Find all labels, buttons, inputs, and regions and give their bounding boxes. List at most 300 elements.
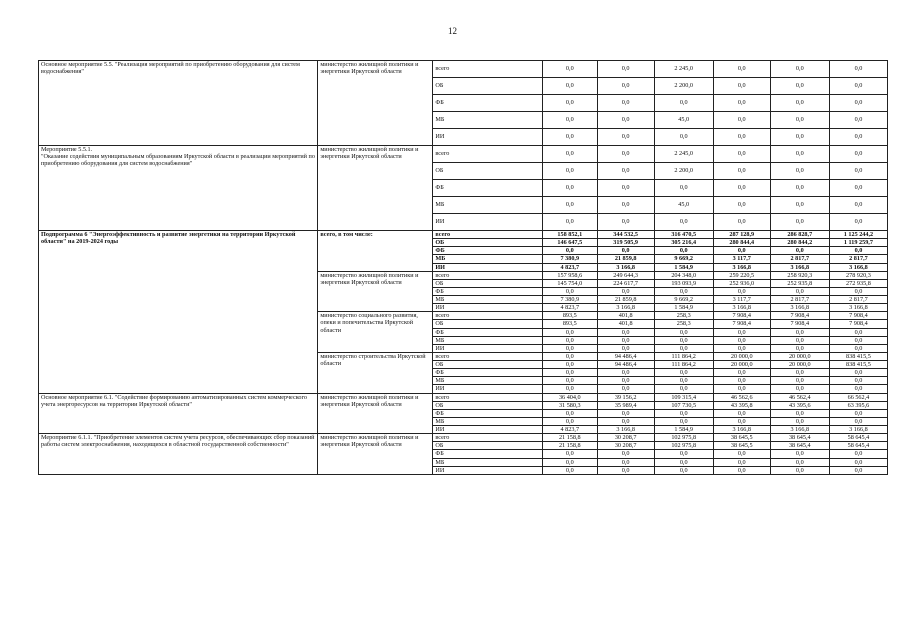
amount-cell: 305 216,4 (654, 239, 713, 247)
amount-cell: 258 920,3 (770, 271, 829, 279)
funding-source-cell: ФБ (433, 180, 543, 197)
funding-source-cell: ФБ (433, 328, 543, 336)
amount-cell: 280 844,2 (770, 239, 829, 247)
amount-cell: 58 645,4 (829, 442, 887, 450)
funding-source-cell: МБ (433, 112, 543, 129)
amount-cell: 0,0 (713, 146, 770, 163)
amount-cell: 9 669,2 (654, 296, 713, 304)
funding-source-cell: МБ (433, 458, 543, 466)
amount-cell: 0,0 (597, 129, 654, 146)
funding-source-cell: всего (433, 231, 543, 239)
amount-cell: 0,0 (770, 163, 829, 180)
amount-cell: 0,0 (770, 112, 829, 129)
amount-cell: 0,0 (542, 287, 597, 295)
amount-cell: 0,0 (713, 95, 770, 112)
amount-cell: 0,0 (597, 214, 654, 231)
amount-cell: 0,0 (542, 78, 597, 95)
amount-cell: 0,0 (597, 146, 654, 163)
amount-cell: 20 000,0 (770, 352, 829, 360)
funding-source-cell: ФБ (433, 95, 543, 112)
executor-cell: всего, в том числе: (318, 231, 433, 272)
amount-cell: 0,0 (713, 129, 770, 146)
page-number: 12 (448, 26, 457, 36)
funding-source-cell: МБ (433, 296, 543, 304)
amount-cell: 0,0 (770, 466, 829, 474)
funding-source-cell: ОБ (433, 401, 543, 409)
funding-source-cell: ОБ (433, 442, 543, 450)
funding-source-cell: МБ (433, 336, 543, 344)
executor-cell: министерство жилищной политики и энергетики Иркутской области (318, 271, 433, 312)
table-row (39, 146, 888, 163)
funding-source-cell: МБ (433, 197, 543, 214)
activity-title: Основное мероприятие 6.1. "Содействие формированию автоматизированных систем коммерческого учета энергоресурсов на территории Иркутской области" (39, 393, 318, 434)
funding-source-cell: ИИ (433, 129, 543, 146)
amount-cell: 0,0 (829, 409, 887, 417)
activity-title: Основное мероприятие 5.5. "Реализация мероприятий по приобретению оборудования для систем водоснабжения" (39, 61, 318, 146)
amount-cell: 3 166,8 (770, 426, 829, 434)
amount-cell: 0,0 (713, 458, 770, 466)
amount-cell: 344 532,5 (597, 231, 654, 239)
amount-cell: 0,0 (597, 180, 654, 197)
amount-cell: 0,0 (770, 385, 829, 393)
amount-cell: 0,0 (597, 197, 654, 214)
amount-cell: 3 166,8 (829, 304, 887, 312)
amount-cell: 0,0 (713, 409, 770, 417)
amount-cell: 316 470,5 (654, 231, 713, 239)
funding-source-cell: ИИ (433, 214, 543, 231)
amount-cell: 7 908,4 (829, 320, 887, 328)
amount-cell: 3 166,8 (829, 426, 887, 434)
amount-cell: 280 844,4 (713, 239, 770, 247)
amount-cell: 0,0 (770, 450, 829, 458)
amount-cell: 20 000,0 (713, 352, 770, 360)
amount-cell: 21 859,8 (597, 296, 654, 304)
amount-cell: 0,0 (770, 336, 829, 344)
amount-cell: 7 380,9 (542, 296, 597, 304)
amount-cell: 30 208,7 (597, 442, 654, 450)
amount-cell: 0,0 (770, 78, 829, 95)
amount-cell: 4 823,7 (542, 304, 597, 312)
amount-cell: 0,0 (770, 409, 829, 417)
amount-cell: 39 156,2 (597, 393, 654, 401)
amount-cell: 0,0 (597, 344, 654, 352)
table-row (39, 231, 888, 239)
amount-cell: 0,0 (770, 328, 829, 336)
amount-cell: 286 828,7 (770, 231, 829, 239)
amount-cell: 21 158,8 (542, 434, 597, 442)
amount-cell: 278 920,3 (829, 271, 887, 279)
amount-cell: 38 645,4 (770, 434, 829, 442)
amount-cell: 0,0 (713, 287, 770, 295)
amount-cell: 1 119 259,7 (829, 239, 887, 247)
amount-cell: 9 669,2 (654, 255, 713, 263)
amount-cell: 58 645,4 (829, 434, 887, 442)
amount-cell: 0,0 (542, 214, 597, 231)
amount-cell: 3 166,8 (770, 263, 829, 271)
amount-cell: 3 166,8 (713, 304, 770, 312)
amount-cell: 252 936,0 (713, 279, 770, 287)
amount-cell: 0,0 (654, 180, 713, 197)
executor-cell: министерство жилищной политики и энергетики Иркутской области (318, 434, 433, 475)
amount-cell: 319 505,9 (597, 239, 654, 247)
amount-cell: 0,0 (770, 95, 829, 112)
amount-cell: 0,0 (542, 417, 597, 425)
amount-cell: 46 562,4 (770, 393, 829, 401)
executor-cell: министерство жилищной политики и энергетики Иркутской области (318, 146, 433, 231)
funding-source-cell: ИИ (433, 466, 543, 474)
amount-cell: 0,0 (597, 287, 654, 295)
amount-cell: 36 404,0 (542, 393, 597, 401)
amount-cell: 0,0 (829, 95, 887, 112)
amount-cell: 0,0 (829, 328, 887, 336)
amount-cell: 0,0 (713, 328, 770, 336)
amount-cell: 0,0 (713, 385, 770, 393)
amount-cell: 838 415,5 (829, 352, 887, 360)
executor-cell: министерство жилищной политики и энергетики Иркутской области (318, 61, 433, 146)
amount-cell: 111 864,2 (654, 352, 713, 360)
amount-cell: 7 380,9 (542, 255, 597, 263)
amount-cell: 0,0 (654, 417, 713, 425)
funding-source-cell: ОБ (433, 361, 543, 369)
amount-cell: 0,0 (597, 78, 654, 95)
executor-cell: министерство строительства Иркутской области (318, 352, 433, 393)
amount-cell: 0,0 (654, 450, 713, 458)
amount-cell: 0,0 (654, 458, 713, 466)
amount-cell: 249 644,3 (597, 271, 654, 279)
amount-cell: 3 166,8 (597, 263, 654, 271)
amount-cell: 224 617,7 (597, 279, 654, 287)
amount-cell: 0,0 (713, 112, 770, 129)
amount-cell: 46 562,6 (713, 393, 770, 401)
funding-source-cell: ИИ (433, 304, 543, 312)
funding-source-cell: ИИ (433, 426, 543, 434)
amount-cell: 0,0 (597, 385, 654, 393)
amount-cell: 0,0 (713, 369, 770, 377)
amount-cell: 107 730,5 (654, 401, 713, 409)
activity-title: Подпрограмма 6 "Энергоэффективность и развитие энергетики на территории Иркутской области" на 2019-2024 годы (39, 231, 318, 394)
funding-source-cell: всего (433, 312, 543, 320)
amount-cell: 0,0 (654, 466, 713, 474)
amount-cell: 94 486,4 (597, 361, 654, 369)
amount-cell: 0,0 (542, 361, 597, 369)
budget-table (38, 60, 888, 475)
amount-cell: 0,0 (713, 336, 770, 344)
amount-cell: 3 166,8 (597, 304, 654, 312)
amount-cell: 0,0 (713, 450, 770, 458)
amount-cell: 66 562,4 (829, 393, 887, 401)
amount-cell: 38 645,5 (713, 442, 770, 450)
amount-cell: 157 958,6 (542, 271, 597, 279)
amount-cell: 0,0 (654, 95, 713, 112)
amount-cell: 7 908,4 (770, 320, 829, 328)
funding-source-cell: ОБ (433, 279, 543, 287)
amount-cell: 7 908,4 (713, 320, 770, 328)
funding-source-cell: всего (433, 434, 543, 442)
amount-cell: 0,0 (713, 466, 770, 474)
amount-cell: 193 093,9 (654, 279, 713, 287)
amount-cell: 2 200,0 (654, 78, 713, 95)
amount-cell: 0,0 (542, 409, 597, 417)
funding-source-cell: ФБ (433, 409, 543, 417)
amount-cell: 3 166,8 (770, 304, 829, 312)
amount-cell: 0,0 (713, 78, 770, 95)
amount-cell: 0,0 (829, 377, 887, 385)
funding-source-cell: ИИ (433, 385, 543, 393)
amount-cell: 272 935,8 (829, 279, 887, 287)
amount-cell: 0,0 (770, 417, 829, 425)
amount-cell: 0,0 (770, 214, 829, 231)
amount-cell: 0,0 (829, 344, 887, 352)
amount-cell: 3 166,8 (829, 263, 887, 271)
amount-cell: 0,0 (542, 95, 597, 112)
amount-cell: 0,0 (654, 336, 713, 344)
funding-source-cell: МБ (433, 377, 543, 385)
amount-cell: 258,3 (654, 312, 713, 320)
amount-cell: 0,0 (713, 214, 770, 231)
amount-cell: 0,0 (542, 336, 597, 344)
amount-cell: 146 647,5 (542, 239, 597, 247)
amount-cell: 0,0 (542, 146, 597, 163)
amount-cell: 0,0 (829, 163, 887, 180)
amount-cell: 0,0 (770, 129, 829, 146)
amount-cell: 0,0 (597, 466, 654, 474)
amount-cell: 0,0 (829, 214, 887, 231)
amount-cell: 252 935,8 (770, 279, 829, 287)
amount-cell: 0,0 (542, 163, 597, 180)
funding-source-cell: ИИ (433, 344, 543, 352)
amount-cell: 0,0 (829, 78, 887, 95)
amount-cell: 158 852,1 (542, 231, 597, 239)
funding-source-cell: ОБ (433, 78, 543, 95)
amount-cell: 20 000,0 (770, 361, 829, 369)
amount-cell: 0,0 (654, 247, 713, 255)
funding-source-cell: ФБ (433, 450, 543, 458)
amount-cell: 0,0 (713, 61, 770, 78)
amount-cell: 0,0 (597, 409, 654, 417)
amount-cell: 63 395,6 (829, 401, 887, 409)
amount-cell: 3 117,7 (713, 296, 770, 304)
amount-cell: 0,0 (829, 247, 887, 255)
amount-cell: 0,0 (829, 369, 887, 377)
amount-cell: 893,5 (542, 312, 597, 320)
amount-cell: 259 220,5 (713, 271, 770, 279)
amount-cell: 0,0 (542, 466, 597, 474)
amount-cell: 0,0 (542, 385, 597, 393)
amount-cell: 0,0 (713, 417, 770, 425)
amount-cell: 258,3 (654, 320, 713, 328)
amount-cell: 0,0 (597, 450, 654, 458)
amount-cell: 1 125 244,2 (829, 231, 887, 239)
amount-cell: 38 645,4 (770, 442, 829, 450)
funding-source-cell: всего (433, 352, 543, 360)
funding-source-cell: ФБ (433, 369, 543, 377)
amount-cell: 0,0 (542, 458, 597, 466)
amount-cell: 109 315,4 (654, 393, 713, 401)
amount-cell: 0,0 (770, 247, 829, 255)
amount-cell: 838 415,5 (829, 361, 887, 369)
amount-cell: 0,0 (770, 344, 829, 352)
amount-cell: 0,0 (542, 328, 597, 336)
amount-cell: 0,0 (542, 377, 597, 385)
funding-source-cell: ФБ (433, 247, 543, 255)
amount-cell: 3 166,8 (597, 426, 654, 434)
amount-cell: 2 245,0 (654, 61, 713, 78)
amount-cell: 0,0 (770, 369, 829, 377)
amount-cell: 1 584,9 (654, 263, 713, 271)
amount-cell: 1 584,9 (654, 304, 713, 312)
amount-cell: 2 817,7 (829, 255, 887, 263)
amount-cell: 0,0 (542, 61, 597, 78)
funding-source-cell: всего (433, 271, 543, 279)
amount-cell: 21 859,8 (597, 255, 654, 263)
amount-cell: 4 823,7 (542, 263, 597, 271)
amount-cell: 20 000,0 (713, 361, 770, 369)
amount-cell: 3 166,8 (713, 426, 770, 434)
amount-cell: 31 580,3 (542, 401, 597, 409)
amount-cell: 38 645,5 (713, 434, 770, 442)
amount-cell: 0,0 (770, 61, 829, 78)
amount-cell: 7 908,4 (770, 312, 829, 320)
amount-cell: 0,0 (770, 377, 829, 385)
amount-cell: 0,0 (542, 352, 597, 360)
amount-cell: 0,0 (597, 61, 654, 78)
amount-cell: 0,0 (654, 344, 713, 352)
amount-cell: 0,0 (597, 163, 654, 180)
amount-cell: 401,8 (597, 312, 654, 320)
funding-source-cell: всего (433, 61, 543, 78)
amount-cell: 0,0 (770, 197, 829, 214)
amount-cell: 2 817,7 (770, 296, 829, 304)
amount-cell: 7 908,4 (829, 312, 887, 320)
amount-cell: 2 817,7 (770, 255, 829, 263)
funding-source-cell: МБ (433, 255, 543, 263)
amount-cell: 0,0 (770, 458, 829, 466)
amount-cell: 21 158,8 (542, 442, 597, 450)
amount-cell: 0,0 (654, 377, 713, 385)
amount-cell: 0,0 (542, 112, 597, 129)
amount-cell: 0,0 (654, 328, 713, 336)
funding-source-cell: ОБ (433, 239, 543, 247)
funding-source-cell: ОБ (433, 320, 543, 328)
amount-cell: 0,0 (829, 61, 887, 78)
activity-title: Мероприятие 6.1.1. "Приобретение элементов систем учета ресурсов, обеспечивающих сбор показаний работы систем электроснабжения, находящихся в областной государственной собственности" (39, 434, 318, 475)
amount-cell: 0,0 (597, 336, 654, 344)
amount-cell: 94 486,4 (597, 352, 654, 360)
amount-cell: 111 864,2 (654, 361, 713, 369)
amount-cell: 0,0 (829, 450, 887, 458)
amount-cell: 35 989,4 (597, 401, 654, 409)
amount-cell: 0,0 (829, 180, 887, 197)
executor-cell: министерство жилищной политики и энергетики Иркутской области (318, 393, 433, 434)
funding-source-cell: ОБ (433, 163, 543, 180)
amount-cell: 0,0 (829, 197, 887, 214)
amount-cell: 204 348,0 (654, 271, 713, 279)
amount-cell: 0,0 (770, 180, 829, 197)
amount-cell: 0,0 (597, 247, 654, 255)
table-row (39, 61, 888, 78)
funding-source-cell: всего (433, 393, 543, 401)
amount-cell: 102 975,8 (654, 434, 713, 442)
amount-cell: 145 754,0 (542, 279, 597, 287)
amount-cell: 0,0 (829, 287, 887, 295)
funding-source-cell: ФБ (433, 287, 543, 295)
amount-cell: 0,0 (654, 385, 713, 393)
amount-cell: 2 817,7 (829, 296, 887, 304)
amount-cell: 0,0 (713, 377, 770, 385)
amount-cell: 4 823,7 (542, 426, 597, 434)
amount-cell: 0,0 (542, 197, 597, 214)
amount-cell: 0,0 (713, 247, 770, 255)
amount-cell: 0,0 (829, 336, 887, 344)
amount-cell: 0,0 (829, 129, 887, 146)
table-row (39, 434, 888, 442)
amount-cell: 0,0 (542, 369, 597, 377)
amount-cell: 45,0 (654, 112, 713, 129)
amount-cell: 0,0 (542, 129, 597, 146)
amount-cell: 287 128,9 (713, 231, 770, 239)
funding-source-cell: ИИ (433, 263, 543, 271)
amount-cell: 0,0 (654, 287, 713, 295)
amount-cell: 30 208,7 (597, 434, 654, 442)
amount-cell: 102 975,8 (654, 442, 713, 450)
amount-cell: 0,0 (597, 417, 654, 425)
amount-cell: 0,0 (597, 369, 654, 377)
amount-cell: 0,0 (597, 95, 654, 112)
funding-source-cell: всего (433, 146, 543, 163)
amount-cell: 45,0 (654, 197, 713, 214)
amount-cell: 0,0 (542, 450, 597, 458)
amount-cell: 0,0 (829, 112, 887, 129)
amount-cell: 0,0 (654, 409, 713, 417)
amount-cell: 0,0 (597, 112, 654, 129)
amount-cell: 0,0 (713, 344, 770, 352)
amount-cell: 0,0 (713, 197, 770, 214)
amount-cell: 0,0 (542, 180, 597, 197)
amount-cell: 0,0 (713, 180, 770, 197)
amount-cell: 0,0 (829, 417, 887, 425)
amount-cell: 2 245,0 (654, 146, 713, 163)
amount-cell: 3 117,7 (713, 255, 770, 263)
amount-cell: 0,0 (770, 287, 829, 295)
amount-cell: 0,0 (713, 163, 770, 180)
table-row (39, 393, 888, 401)
amount-cell: 0,0 (542, 344, 597, 352)
amount-cell: 0,0 (770, 146, 829, 163)
amount-cell: 7 908,4 (713, 312, 770, 320)
amount-cell: 0,0 (597, 328, 654, 336)
amount-cell: 0,0 (654, 129, 713, 146)
activity-title: Мероприятие 5.5.1. "Оказание содействия муниципальным образованиям Иркутской области в реализации мероприятий по приобретению оборудования для систем водоснабжения" (39, 146, 318, 231)
amount-cell: 893,5 (542, 320, 597, 328)
amount-cell: 1 584,9 (654, 426, 713, 434)
amount-cell: 0,0 (829, 385, 887, 393)
amount-cell: 2 200,0 (654, 163, 713, 180)
amount-cell: 0,0 (829, 458, 887, 466)
amount-cell: 43 395,6 (770, 401, 829, 409)
amount-cell: 0,0 (829, 146, 887, 163)
amount-cell: 0,0 (542, 247, 597, 255)
amount-cell: 0,0 (829, 466, 887, 474)
executor-cell: министерство социального развития, опеки и попечительства Иркутской области (318, 312, 433, 353)
amount-cell: 0,0 (654, 214, 713, 231)
amount-cell: 3 166,8 (713, 263, 770, 271)
amount-cell: 43 395,8 (713, 401, 770, 409)
amount-cell: 0,0 (597, 377, 654, 385)
funding-source-cell: МБ (433, 417, 543, 425)
amount-cell: 0,0 (654, 369, 713, 377)
amount-cell: 401,8 (597, 320, 654, 328)
amount-cell: 0,0 (597, 458, 654, 466)
